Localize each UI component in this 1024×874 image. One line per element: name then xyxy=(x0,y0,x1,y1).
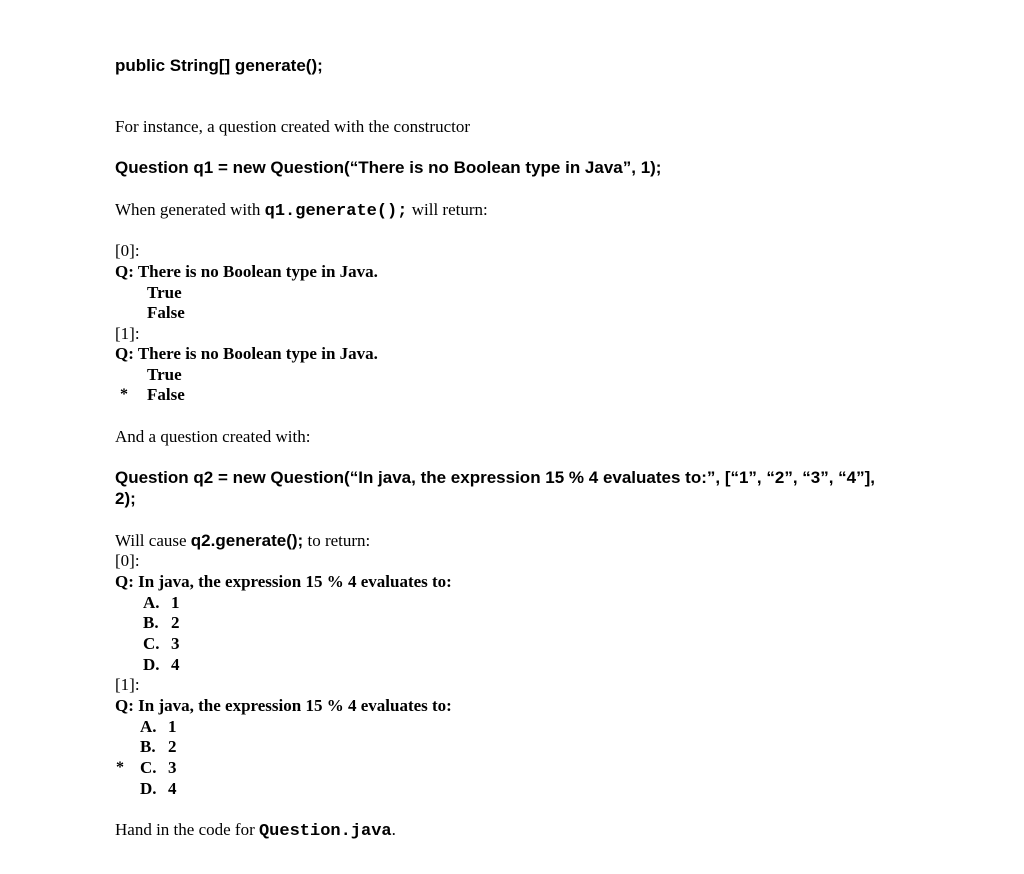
hand-in-prefix: Hand in the code for xyxy=(115,820,259,839)
method-signature: public String[] generate(); xyxy=(115,56,323,75)
when-generated-suffix: will return: xyxy=(407,200,488,219)
example1-option-0-1: False xyxy=(147,303,185,322)
example2-option-0-1: B. 2 xyxy=(143,613,180,632)
example2-option-1-0: A. 1 xyxy=(140,717,177,736)
example1-index-1: [1]: xyxy=(115,324,140,343)
q2-constructor-code-line2: 2); xyxy=(115,489,136,508)
example2-question-1: Q: In java, the expression 15 % 4 evaluates to: xyxy=(115,696,452,715)
and-question-text: And a question created with: xyxy=(115,427,311,446)
example1-option-1-1: False xyxy=(147,385,185,404)
when-generated-prefix: When generated with xyxy=(115,200,265,219)
q2-generate-call: q2.generate(); xyxy=(190,531,304,550)
example2-index-0: [0]: xyxy=(115,551,140,570)
intro-text: For instance, a question created with the constructor xyxy=(115,117,470,136)
will-cause-prefix: Will cause xyxy=(115,531,191,550)
correct-answer-marker: * xyxy=(120,386,128,403)
when-generated-text xyxy=(115,200,488,222)
hand-in-suffix: . xyxy=(391,820,396,839)
example2-option-0-2: C. 3 xyxy=(143,634,180,653)
hand-in-filename: Question.java xyxy=(258,822,392,841)
example2-option-1-1: B. 2 xyxy=(140,737,177,756)
example1-question-0: Q: There is no Boolean type in Java. xyxy=(115,262,378,281)
example1-index-0: [0]: xyxy=(115,241,140,260)
example1-question-1: Q: There is no Boolean type in Java. xyxy=(115,344,378,363)
will-cause-text xyxy=(115,531,370,551)
example2-question-0: Q: In java, the expression 15 % 4 evaluates to: xyxy=(115,572,452,591)
example2-option-1-3: D. 4 xyxy=(140,779,177,798)
q2-constructor-code-line1: Question q2 = new Question(“In java, the expression 15 % 4 evaluates to:”, [“1”, “2”, “3”, “4”], xyxy=(115,468,876,487)
example2-index-1: [1]: xyxy=(115,675,140,694)
example2-option-1-2: C. 3 xyxy=(140,758,177,777)
will-cause-suffix: to return: xyxy=(303,531,371,550)
example1-option-1-0: True xyxy=(147,365,182,384)
hand-in-text xyxy=(115,820,396,842)
q1-generate-call: q1.generate(); xyxy=(264,202,408,221)
example2-option-0-3: D. 4 xyxy=(143,655,180,674)
q1-constructor-code: Question q1 = new Question(“There is no Boolean type in Java”, 1); xyxy=(115,158,662,177)
correct-answer-marker-2: * xyxy=(116,759,124,776)
example2-option-0-0: A. 1 xyxy=(143,593,180,612)
example1-option-0-0: True xyxy=(147,283,182,302)
